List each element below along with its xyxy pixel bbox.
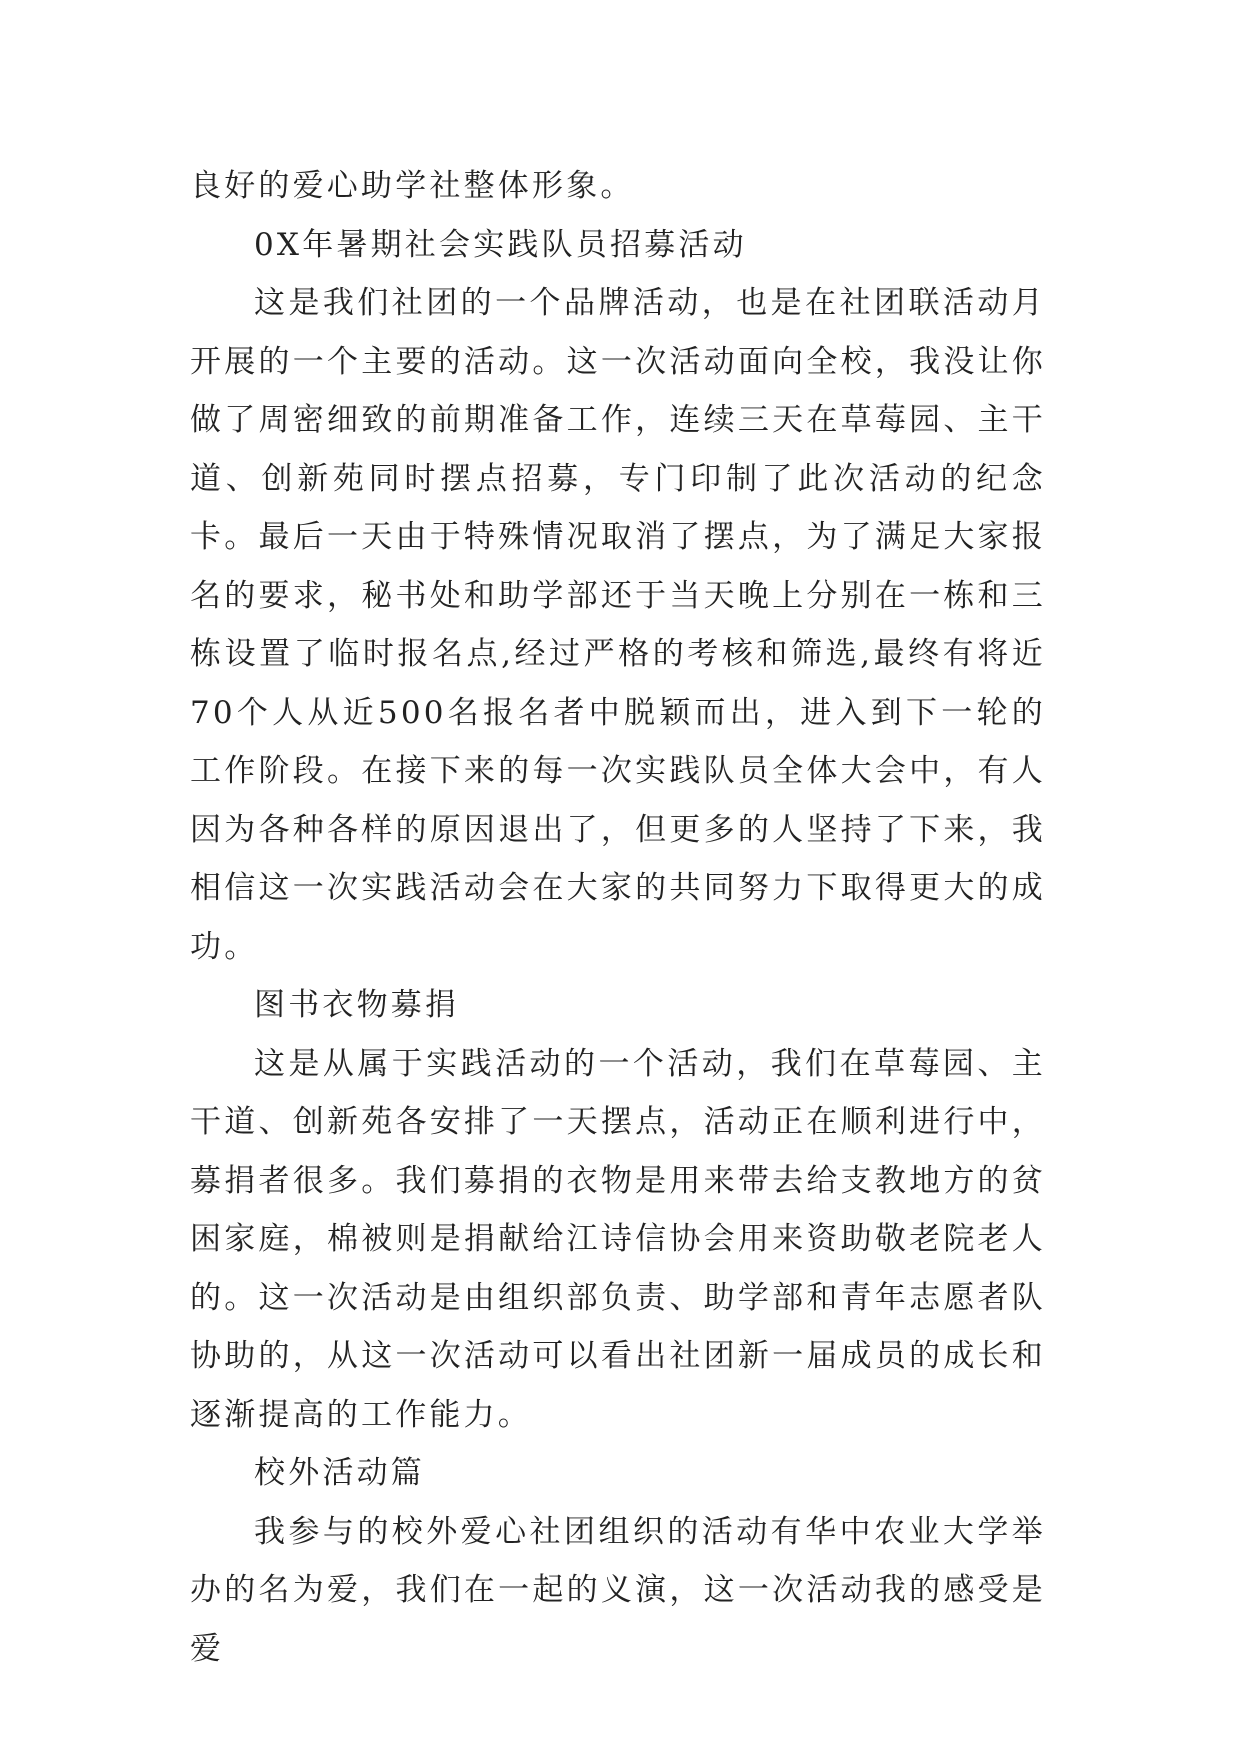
heading-summer-recruitment: 0X年暑期社会实践队员招募活动: [254, 226, 747, 263]
heading-off-campus: 校外活动篇: [254, 1455, 425, 1491]
paragraph-donation: 这是从属于实践活动的一个活动，我们在草莓园、主干道、创新苑各安排了一天摆点，活动正在顺利进行中，募捐者很多。我们募捐的衣物是用来带去给支教地方的贫困家庭，棉被则是捐献给江诗信协会用来资助敬老院老人的。这一次活动是由组织部负责、助学部和青年志愿者队协助的，从这一次活动可以看出社团新一届成员的成长和逐渐提高的工作能力。: [190, 1045, 1046, 1433]
document-body: [190, 157, 1046, 1678]
paragraph-image-conclusion: 良好的爱心助学社整体形象。: [190, 168, 635, 204]
heading-book-clothing-donation: 图书衣物募捐: [254, 987, 460, 1023]
paragraph-off-campus: 我参与的校外爱心社团组织的活动有华中农业大学举办的名为爱，我们在一起的义演，这一次活动我的感受是爱: [190, 1513, 1046, 1667]
paragraph-recruitment: 这是我们社团的一个品牌活动，也是在社团联活动月开展的一个主要的活动。这一次活动面向全校，我没让你做了周密细致的前期准备工作，连续三天在草莓园、主干道、创新苑同时摆点招募，专门印制了此次活动的纪念卡。最后一天由于特殊情况取消了摆点，为了满足大家报名的要求，秘书处和助学部还于当天晚上分别在一栋和三栋设置了临时报名点,经过严格的考核和筛选,最终有将近70个人从近500名报名者中脱颖而出，进入到下一轮的工作阶段。在接下来的每一次实践队员全体大会中，有人因为各种各样的原因退出了，但更多的人坚持了下来，我相信这一次实践活动会在大家的共同努力下取得更大的成功。: [190, 285, 1046, 965]
